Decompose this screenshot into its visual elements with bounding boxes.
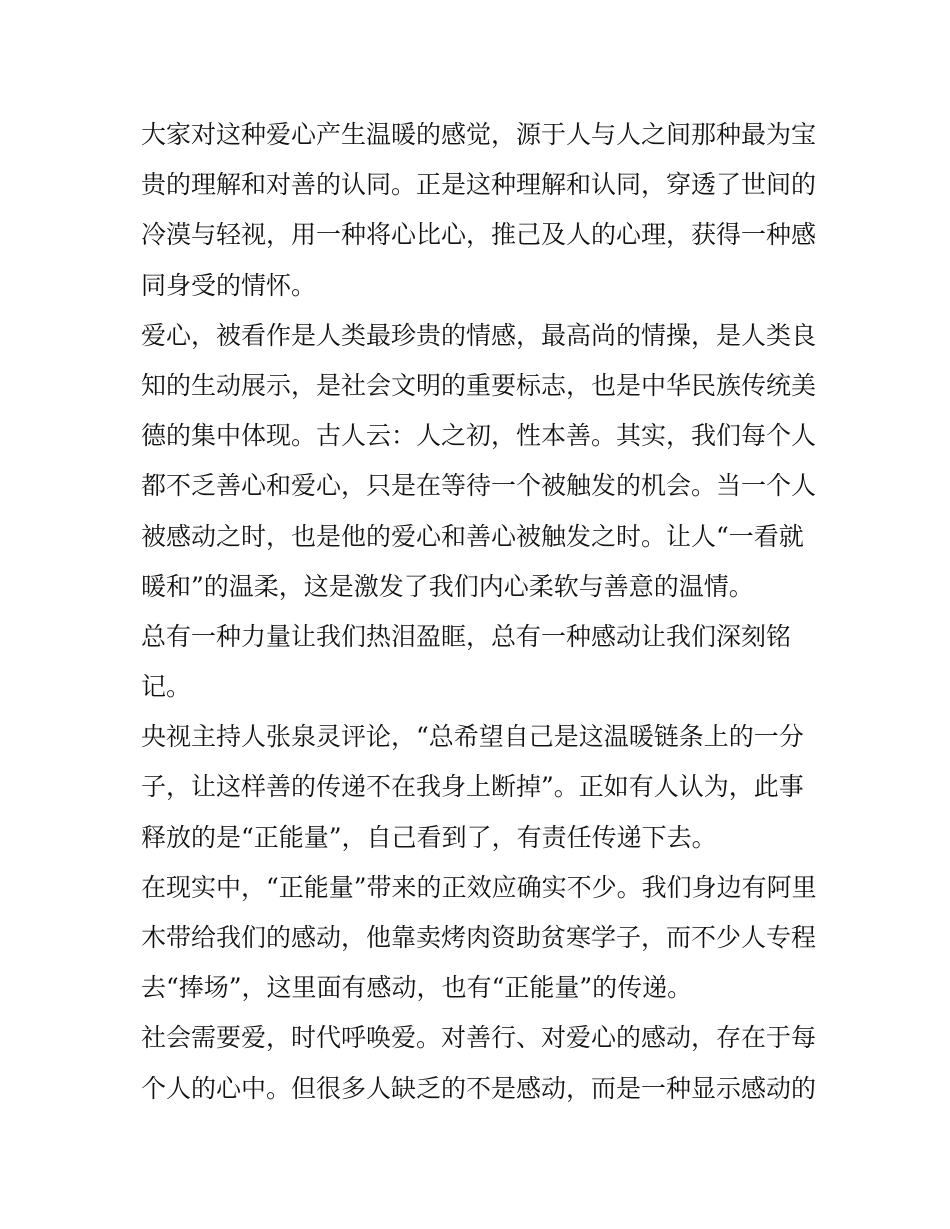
text-line: 德的集中体现。古人云：人之初，性本善。其实，我们每个人	[141, 421, 817, 451]
text-line: 都不乏善心和爱心，只是在等待一个被触发的机会。当一个人	[141, 471, 817, 501]
text-line: 被感动之时，也是他的爱心和善心被触发之时。让人“一看就	[141, 521, 804, 551]
text-line: 央视主持人张泉灵评论，“总希望自己是这温暖链条上的一分	[141, 722, 804, 752]
text-line: 释放的是“正能量”，自己看到了，有责任传递下去。	[141, 822, 717, 852]
text-line: 在现实中，“正能量”带来的正效应确实不少。我们身边有阿里	[141, 872, 817, 902]
text-line: 贵的理解和对善的认同。正是这种理解和认同，穿透了世间的	[141, 170, 817, 200]
text-line: 冷漠与轻视，用一种将心比心，推己及人的心理，获得一种感	[141, 220, 817, 250]
text-line: 木带给我们的感动，他靠卖烤肉资助贫寒学子，而不少人专程	[141, 923, 817, 952]
text-line: 爱心，被看作是人类最珍贵的情感，最高尚的情操，是人类良	[141, 320, 817, 350]
text-line: 知的生动展示，是社会文明的重要标志，也是中华民族传统美	[141, 370, 817, 400]
text-line: 暖和”的温柔，这是激发了我们内心柔软与善意的温情。	[141, 571, 754, 601]
body-text	[141, 110, 821, 1114]
text-line: 记。	[141, 672, 192, 702]
text-line: 去“捧场”，这里面有感动，也有“正能量”的传递。	[141, 973, 693, 1003]
text-line: 同身受的情怀。	[141, 270, 317, 300]
text-line: 社会需要爱，时代呼唤爱。对善行、对爱心的感动，存在于每	[141, 1023, 817, 1053]
text-line: 子，让这样善的传递不在我身上断掉”。正如有人认为，此事	[141, 772, 804, 802]
text-line: 大家对这种爱心产生温暖的感觉，源于人与人之间那种最为宝	[141, 120, 817, 149]
text-line: 个人的心中。但很多人缺乏的不是感动，而是一种显示感动的	[141, 1073, 817, 1103]
text-line: 总有一种力量让我们热泪盈眶，总有一种感动让我们深刻铭	[141, 621, 792, 651]
